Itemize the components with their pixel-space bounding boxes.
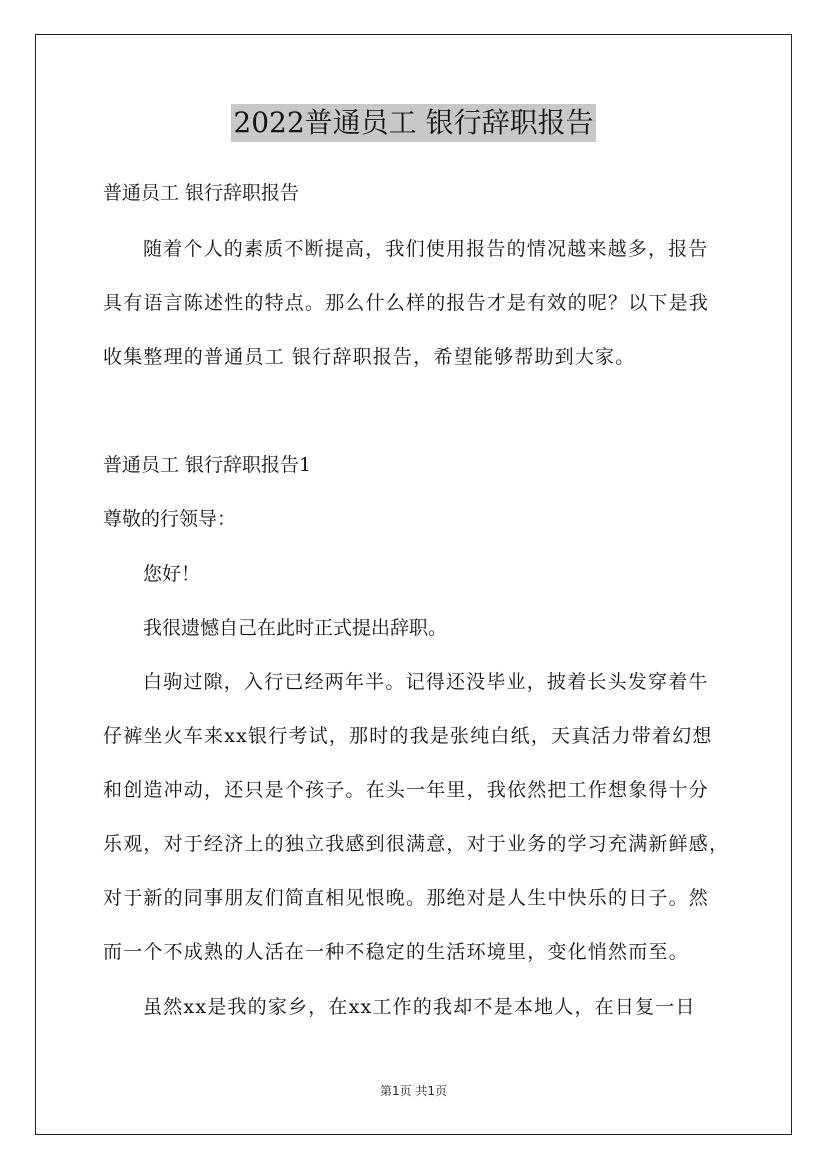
paragraph-line: 仔裤坐火车来xx银行考试，那时的我是张纯白纸，天真活力带着幻想 [103,725,713,747]
document-subtitle: 普通员工 银行辞职报告 [103,182,300,204]
paragraph-line: 白驹过隙，入行已经两年半。记得还没毕业，披着长头发穿着牛 [143,671,709,693]
paragraph-line: 虽然xx是我的家乡，在xx工作的我却不是本地人，在日复一日 [143,996,696,1018]
paragraph-line: 对于新的同事朋友们简直相见恨晚。那绝对是人生中快乐的日子。然 [103,887,710,909]
paragraph-line: 和创造冲动，还只是个孩子。在头一年里，我依然把工作想象得十分 [103,779,710,801]
salutation: 尊敬的行领导： [103,508,237,530]
statement: 我很遗憾自己在此时正式提出辞职。 [143,617,448,639]
title-container [0,104,827,142]
paragraph-line: 而一个不成熟的人活在一种不稳定的生活环境里，变化悄然而至。 [103,941,689,963]
document-title: 2022普通员工 银行辞职报告 [231,104,595,142]
intro-line: 收集整理的普通员工 银行辞职报告，希望能够帮助到大家。 [103,346,636,368]
intro-line: 具有语言陈述性的特点。那么什么样的报告才是有效的呢？以下是我 [103,292,710,314]
intro-line: 随着个人的素质不断提高，我们使用报告的情况越来越多，报告 [143,238,709,260]
paragraph-line: 乐观，对于经济上的独立我感到很满意，对于业务的学习充满新鲜感， [103,833,730,855]
greeting: 您好！ [143,563,201,585]
page-footer: 第1页 共1页 [379,1084,448,1098]
section-heading: 普通员工 银行辞职报告1 [103,454,312,476]
